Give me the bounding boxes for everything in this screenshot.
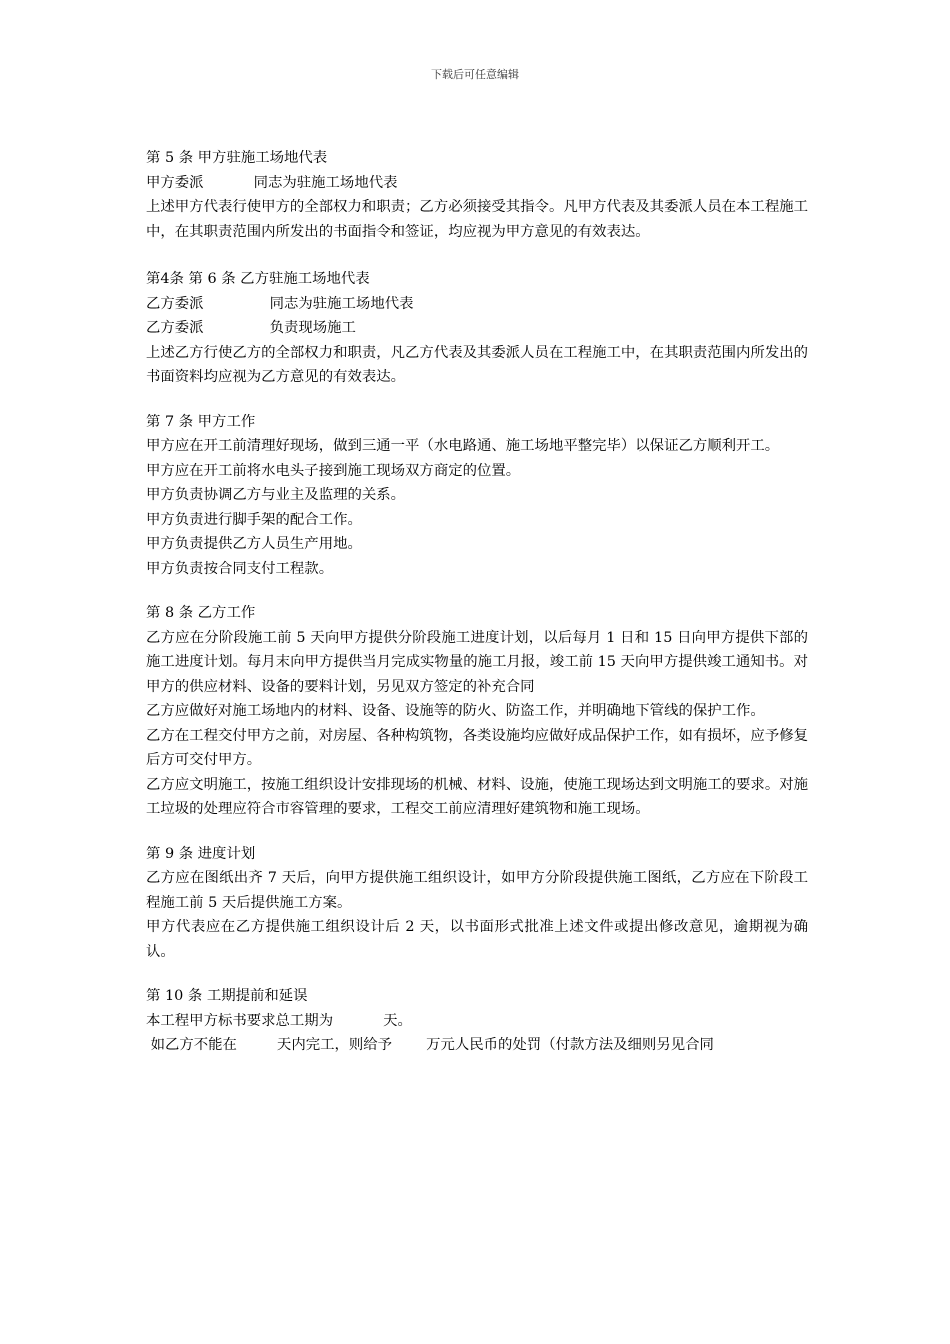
article-7-paragraph-6: 甲方负责按合同支付工程款。 xyxy=(146,560,334,577)
spacer xyxy=(146,581,808,601)
article-6-label-2: 乙方委派 xyxy=(146,320,204,336)
article-10-label-tail: 天。 xyxy=(383,1012,412,1029)
article-6-label-tail: 同志为驻施工场地代表 xyxy=(269,295,414,312)
article-8-paragraph-1: 乙方应在分阶段施工前 5 天向甲方提供分阶段施工进度计划，以后每月 1 日和 15 日向甲方提供下部的施工进度计划。每月末向甲方提供当月完成实物量的施工月报，竣工前 15 天向甲方提供竣工通知书。对甲方的供应材料、设备的要料计划，另见双方签定的补充合同 xyxy=(146,629,808,695)
contract-body xyxy=(146,146,808,1058)
spacer xyxy=(146,822,808,842)
spacer xyxy=(146,390,808,410)
article-10-title: 第 10 条 工期提前和延误 xyxy=(146,988,308,1004)
article-10-penalty-line xyxy=(146,1033,808,1058)
article-7-paragraph-3: 甲方负责协调乙方与业主及监理的关系。 xyxy=(146,487,406,503)
spacer xyxy=(146,244,808,267)
article-6-label-2-tail: 负责现场施工 xyxy=(269,320,356,336)
article-8-paragraph-3: 乙方在工程交付甲方之前，对房屋、各种构筑物，各类设施均应做好成品保护工作，如有损坏，应予修复后方可交付甲方。 xyxy=(146,727,808,768)
article-9-paragraph-2: 甲方代表应在乙方提供施工组织设计后 2 天，以书面形式批准上述文件或提出修改意见，逾期视为确认。 xyxy=(146,919,808,960)
article-7-paragraph-5: 甲方负责提供乙方人员生产用地。 xyxy=(146,536,362,552)
article-9-title: 第 9 条 进度计划 xyxy=(146,845,256,862)
article-8-title: 第 8 条 乙方工作 xyxy=(146,605,256,621)
article-7-paragraph-1: 甲方应在开工前清理好现场，做到三通一平（水电路通、施工场地平整完毕）以保证乙方顺利开工。 xyxy=(146,438,780,454)
article-5-paragraph: 上述甲方代表行使甲方的全部权力和职责；乙方必须接受其指令。凡甲方代表及其委派人员在本工程施工中，在其职责范围内所发出的书面指令和签证，均应视为甲方意见的有效表达。 xyxy=(146,199,808,240)
article-5-representative-line xyxy=(146,171,808,196)
article-5-label-tail: 同志为驻施工场地代表 xyxy=(253,174,398,191)
article-7-paragraph-2: 甲方应在开工前将水电头子接到施工现场双方商定的位置。 xyxy=(146,462,521,479)
article-6-site-line xyxy=(146,316,808,341)
article-8-paragraph-2: 乙方应做好对施工场地内的材料、设备、设施等的防火、防盗工作，并明确地下管线的保护工作。 xyxy=(146,703,765,719)
article-6-label: 乙方委派 xyxy=(146,295,204,312)
spacer xyxy=(146,964,808,984)
article-9-paragraph-1: 乙方应在图纸出齐 7 天后，向甲方提供施工组织设计，如甲方分阶段提供施工图纸，乙方应在下阶段工程施工前 5 天后提供施工方案。 xyxy=(146,870,808,911)
article-6-representative-line xyxy=(146,292,808,317)
article-10-penalty-c: 万元人民币的处罚（付款方法及细则另见合同 xyxy=(426,1037,714,1053)
article-7-paragraph-4: 甲方负责进行脚手架的配合工作。 xyxy=(146,511,362,528)
article-8-paragraph-4: 乙方应文明施工，按施工组织设计安排现场的机械、材料、设施，使施工现场达到文明施工的要求。对施工垃圾的处理应符合市容管理的要求，工程交工前应清理好建筑物和施工现场。 xyxy=(146,776,808,817)
article-7-title: 第 7 条 甲方工作 xyxy=(146,413,256,430)
page-header: 下载后可任意编辑 xyxy=(431,68,519,81)
article-6-paragraph: 上述乙方行使乙方的全部权力和职责，凡乙方代表及其委派人员在工程施工中，在其职责范围内所发出的书面资料均应视为乙方意见的有效表达。 xyxy=(146,344,808,385)
article-10-duration-line xyxy=(146,1009,808,1034)
article-10-penalty-b: 天内完工，则给予 xyxy=(276,1037,393,1053)
article-5-label: 甲方委派 xyxy=(146,174,204,191)
article-5-title: 第 5 条 甲方驻施工场地代表 xyxy=(146,150,328,166)
article-10-penalty-a: 如乙方不能在 xyxy=(146,1037,237,1053)
article-6-title: 第4条 第 6 条 乙方驻施工场地代表 xyxy=(146,271,370,287)
article-10-label: 本工程甲方标书要求总工期为 xyxy=(146,1012,334,1029)
